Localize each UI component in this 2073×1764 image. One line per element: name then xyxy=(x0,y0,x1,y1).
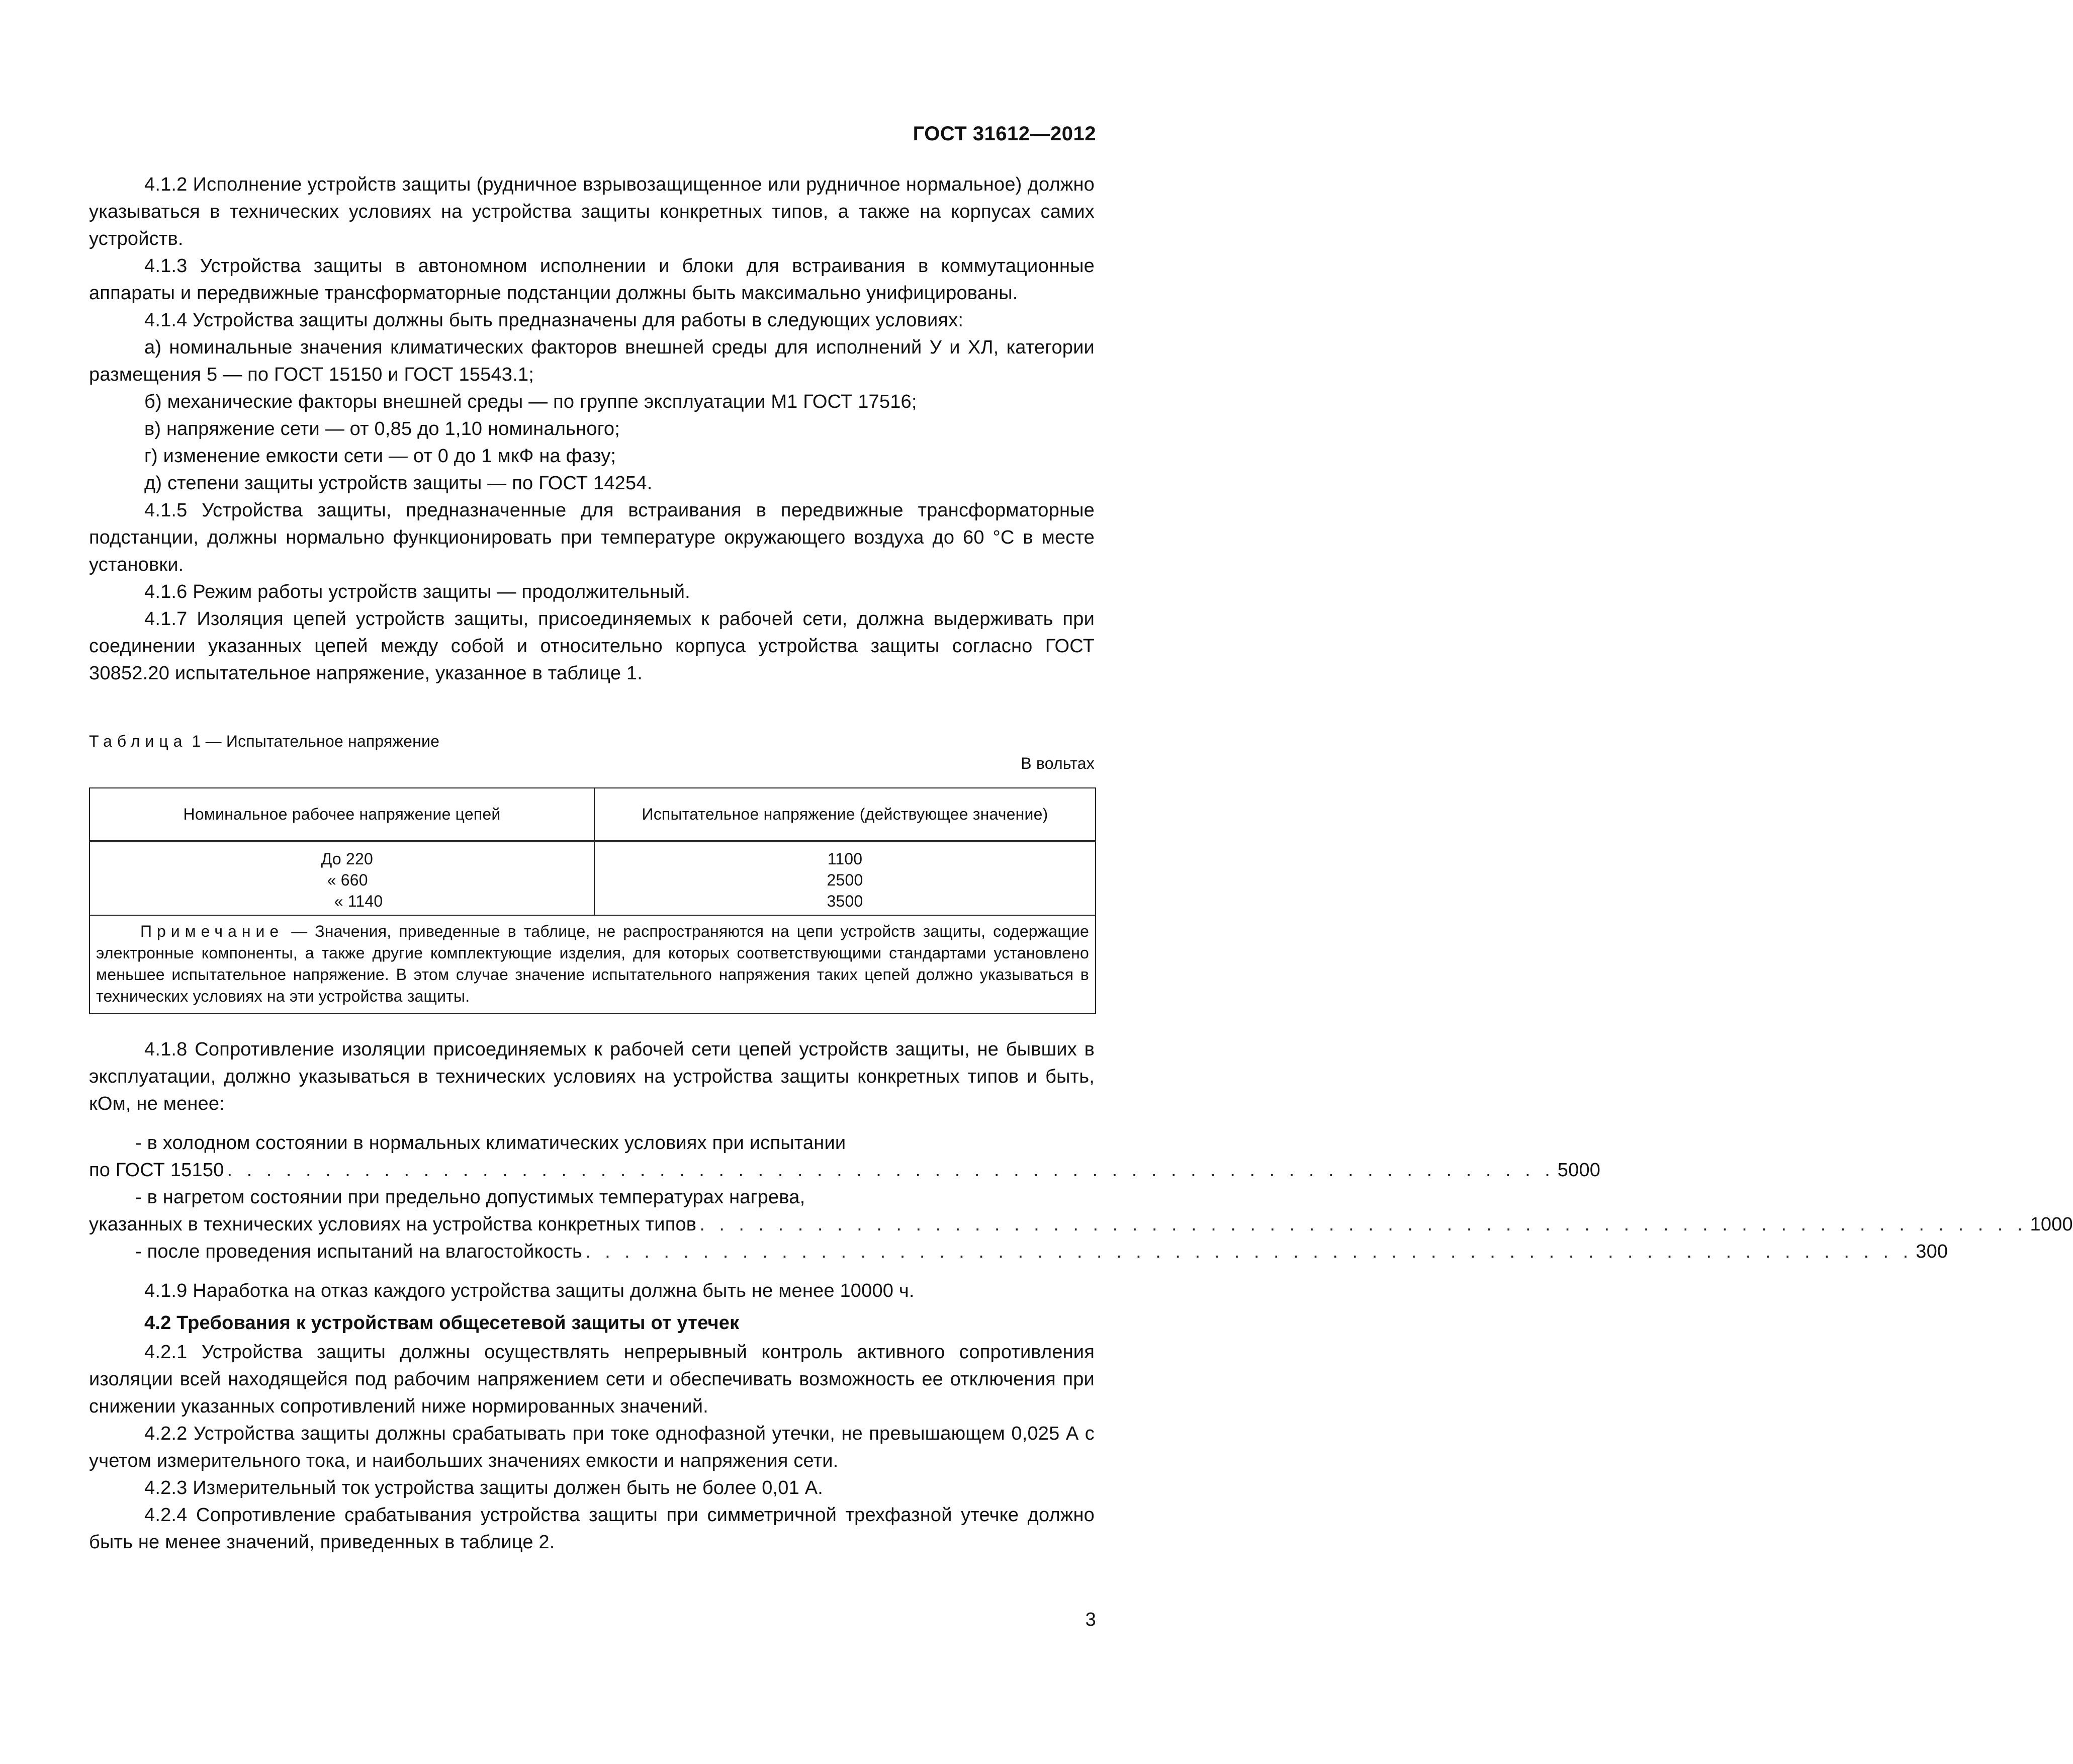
list-item-b: б) механические факторы внешней среды — по группе эксплуатации М1 ГОСТ 17516; xyxy=(144,391,917,412)
leader-value: 5000 xyxy=(1557,1160,1601,1181)
table-note-row xyxy=(89,915,1096,1014)
top-paragraphs xyxy=(89,171,1095,687)
table-1-units: В вольтах xyxy=(1021,754,1095,772)
paragraph-4-1-9: 4.1.9 Наработка на отказ каждого устройства защиты должна быть не менее 10000 ч. xyxy=(144,1280,915,1301)
list-item: - в холодном состоянии в нормальных климатических условиях при испытании xyxy=(135,1132,846,1154)
table-1-caption xyxy=(89,732,439,750)
section-heading-4-2: 4.2 Требования к устройствам общесетевой защиты от утечек xyxy=(144,1312,740,1334)
nominal-voltage-values xyxy=(89,841,594,916)
leader-value: 300 xyxy=(1916,1241,1948,1262)
table-caption-title: 1 — Испытательное напряжение xyxy=(187,732,440,750)
paragraph-4-1-2: 4.1.2 Исполнение устройств защиты (рудничное взрывозащищенное или рудничное нормальное) должно указываться в технических условиях на устройства защиты конкретных типов, а также на корпусах самих устройств. xyxy=(89,174,1095,249)
list-item: - в нагретом состоянии при предельно допустимых температурах нагрева, xyxy=(135,1187,805,1208)
paragraph-4-1-6: 4.1.6 Режим работы устройств защиты — продолжительный. xyxy=(144,581,690,602)
table-cell: До 220 xyxy=(321,850,373,868)
test-voltage-values xyxy=(594,841,1096,916)
table-note xyxy=(89,915,1096,1014)
column-header-nominal-voltage: Номинальное рабочее напряжение цепей xyxy=(89,788,594,841)
list-item-d: д) степени защиты устройств защиты — по ГОСТ 14254. xyxy=(144,473,653,494)
table-caption-label: Таблица xyxy=(89,732,188,750)
leader-dots: . . . . . . . . . . . . . . . . . . . . . . . . . . . . . . . . . . . . . . . . . . . . . . . . . . . . . . . . . . . . . . . . . . . . xyxy=(227,1160,1555,1181)
note-label: Примечание xyxy=(140,922,284,940)
paragraph-4-1-7: 4.1.7 Изоляция цепей устройств защиты, присоединяемых к рабочей сети, должна выдерживать при соединении указанных цепей между собой и относительно корпуса устройства защиты согласно ГОСТ 30852.20 испытательное напряжение, указанное в таблице 1. xyxy=(89,608,1095,684)
list-item-v: в) напряжение сети — от 0,85 до 1,10 номинального; xyxy=(144,418,620,439)
table-cell: 2500 xyxy=(827,871,863,889)
leader-value: 1000 xyxy=(2030,1214,2073,1235)
leader-line xyxy=(89,1211,2073,1238)
paragraph-4-1-5: 4.1.5 Устройства защиты, предназначенные для встраивания в передвижные трансформаторные подстанции, должны нормально функционировать при температуре окружающего воздуха до 60 °С в месте установки. xyxy=(89,500,1095,575)
table-1 xyxy=(89,787,1096,1014)
page-number: 3 xyxy=(1085,1609,1096,1630)
table-1-caption-block xyxy=(89,730,1095,772)
table-cell: 3500 xyxy=(827,892,863,910)
note-text: — Значения, приведенные в таблице, не распространяются на цепи устройств защиты, содержащие электронные компоненты, а также другие комплектующие изделия, для которых соответствующими стандартами установлено меньшее испытательное напряжение. В этом случае значение испытательного напряжения таких цепей должно указываться в технических условиях на эти устройства защиты. xyxy=(96,922,1089,1005)
paragraph-4-2-2: 4.2.2 Устройства защиты должны срабатывать при токе однофазной утечки, не превышающем 0,025 А с учетом измерительного тока, и наибольших значениях емкости и напряжения сети. xyxy=(89,1423,1095,1471)
column-header-test-voltage: Испытательное напряжение (действующее значение) xyxy=(594,788,1096,841)
document-id-header: ГОСТ 31612—2012 xyxy=(913,123,1096,145)
bottom-section xyxy=(89,1036,2073,1556)
leader-text: - после проведения испытаний на влагостойкость xyxy=(135,1241,582,1262)
paragraph-4-2-4: 4.2.4 Сопротивление срабатывания устройства защиты при симметричной трехфазной утечке должно быть не менее значений, приведенных в таблице 2. xyxy=(89,1505,1095,1553)
leader-line xyxy=(89,1238,1948,1265)
table-cell: 1100 xyxy=(827,850,863,868)
leader-text: по ГОСТ 15150 xyxy=(89,1160,224,1181)
list-item-a: а) номинальные значения климатических факторов внешней среды для исполнений У и ХЛ, категории размещения 5 — по ГОСТ 15150 и ГОСТ 15543.1; xyxy=(89,337,1095,385)
table-cell: « 660 xyxy=(327,871,368,889)
paragraph-4-1-4: 4.1.4 Устройства защиты должны быть предназначены для работы в следующих условиях: xyxy=(144,310,964,331)
table-row xyxy=(89,841,1096,916)
paragraph-4-2-3: 4.2.3 Измерительный ток устройства защиты должен быть не более 0,01 А. xyxy=(144,1477,824,1498)
paragraph-4-1-3: 4.1.3 Устройства защиты в автономном исполнении и блоки для встраивания в коммутационные аппараты и передвижные трансформаторные подстанции должны быть максимально унифицированы. xyxy=(89,255,1095,304)
paragraph-4-2-1: 4.2.1 Устройства защиты должны осуществлять непрерывный контроль активного сопротивления изоляции всей находящейся под рабочим напряжением сети и обеспечивать возможность ее отключения при снижении указанных сопротивлений ниже нормированных значений. xyxy=(89,1342,1095,1417)
paragraph-4-1-8: 4.1.8 Сопротивление изоляции присоединяемых к рабочей сети цепей устройств защиты, не бывших в эксплуатации, должно указываться в технических условиях на устройства защиты конкретных типов и быть, кОм, не менее: xyxy=(89,1039,1095,1114)
leader-dots: . . . . . . . . . . . . . . . . . . . . . . . . . . . . . . . . . . . . . . . . . . . . . . . . . . . . . . . . . . . . . . . . . . . . xyxy=(585,1241,1913,1262)
table-header-row xyxy=(89,788,1096,841)
leader-dots: . . . . . . . . . . . . . . . . . . . . . . . . . . . . . . . . . . . . . . . . . . . . . . . . . . . . . . . . . . . . . . . . . . . . xyxy=(699,1214,2027,1235)
list-item-g: г) изменение емкости сети — от 0 до 1 мкФ на фазу; xyxy=(144,446,616,467)
leader-line xyxy=(89,1157,1601,1184)
table-cell: « 1140 xyxy=(334,892,383,910)
leader-text: указанных в технических условиях на устройства конкретных типов xyxy=(89,1214,697,1235)
